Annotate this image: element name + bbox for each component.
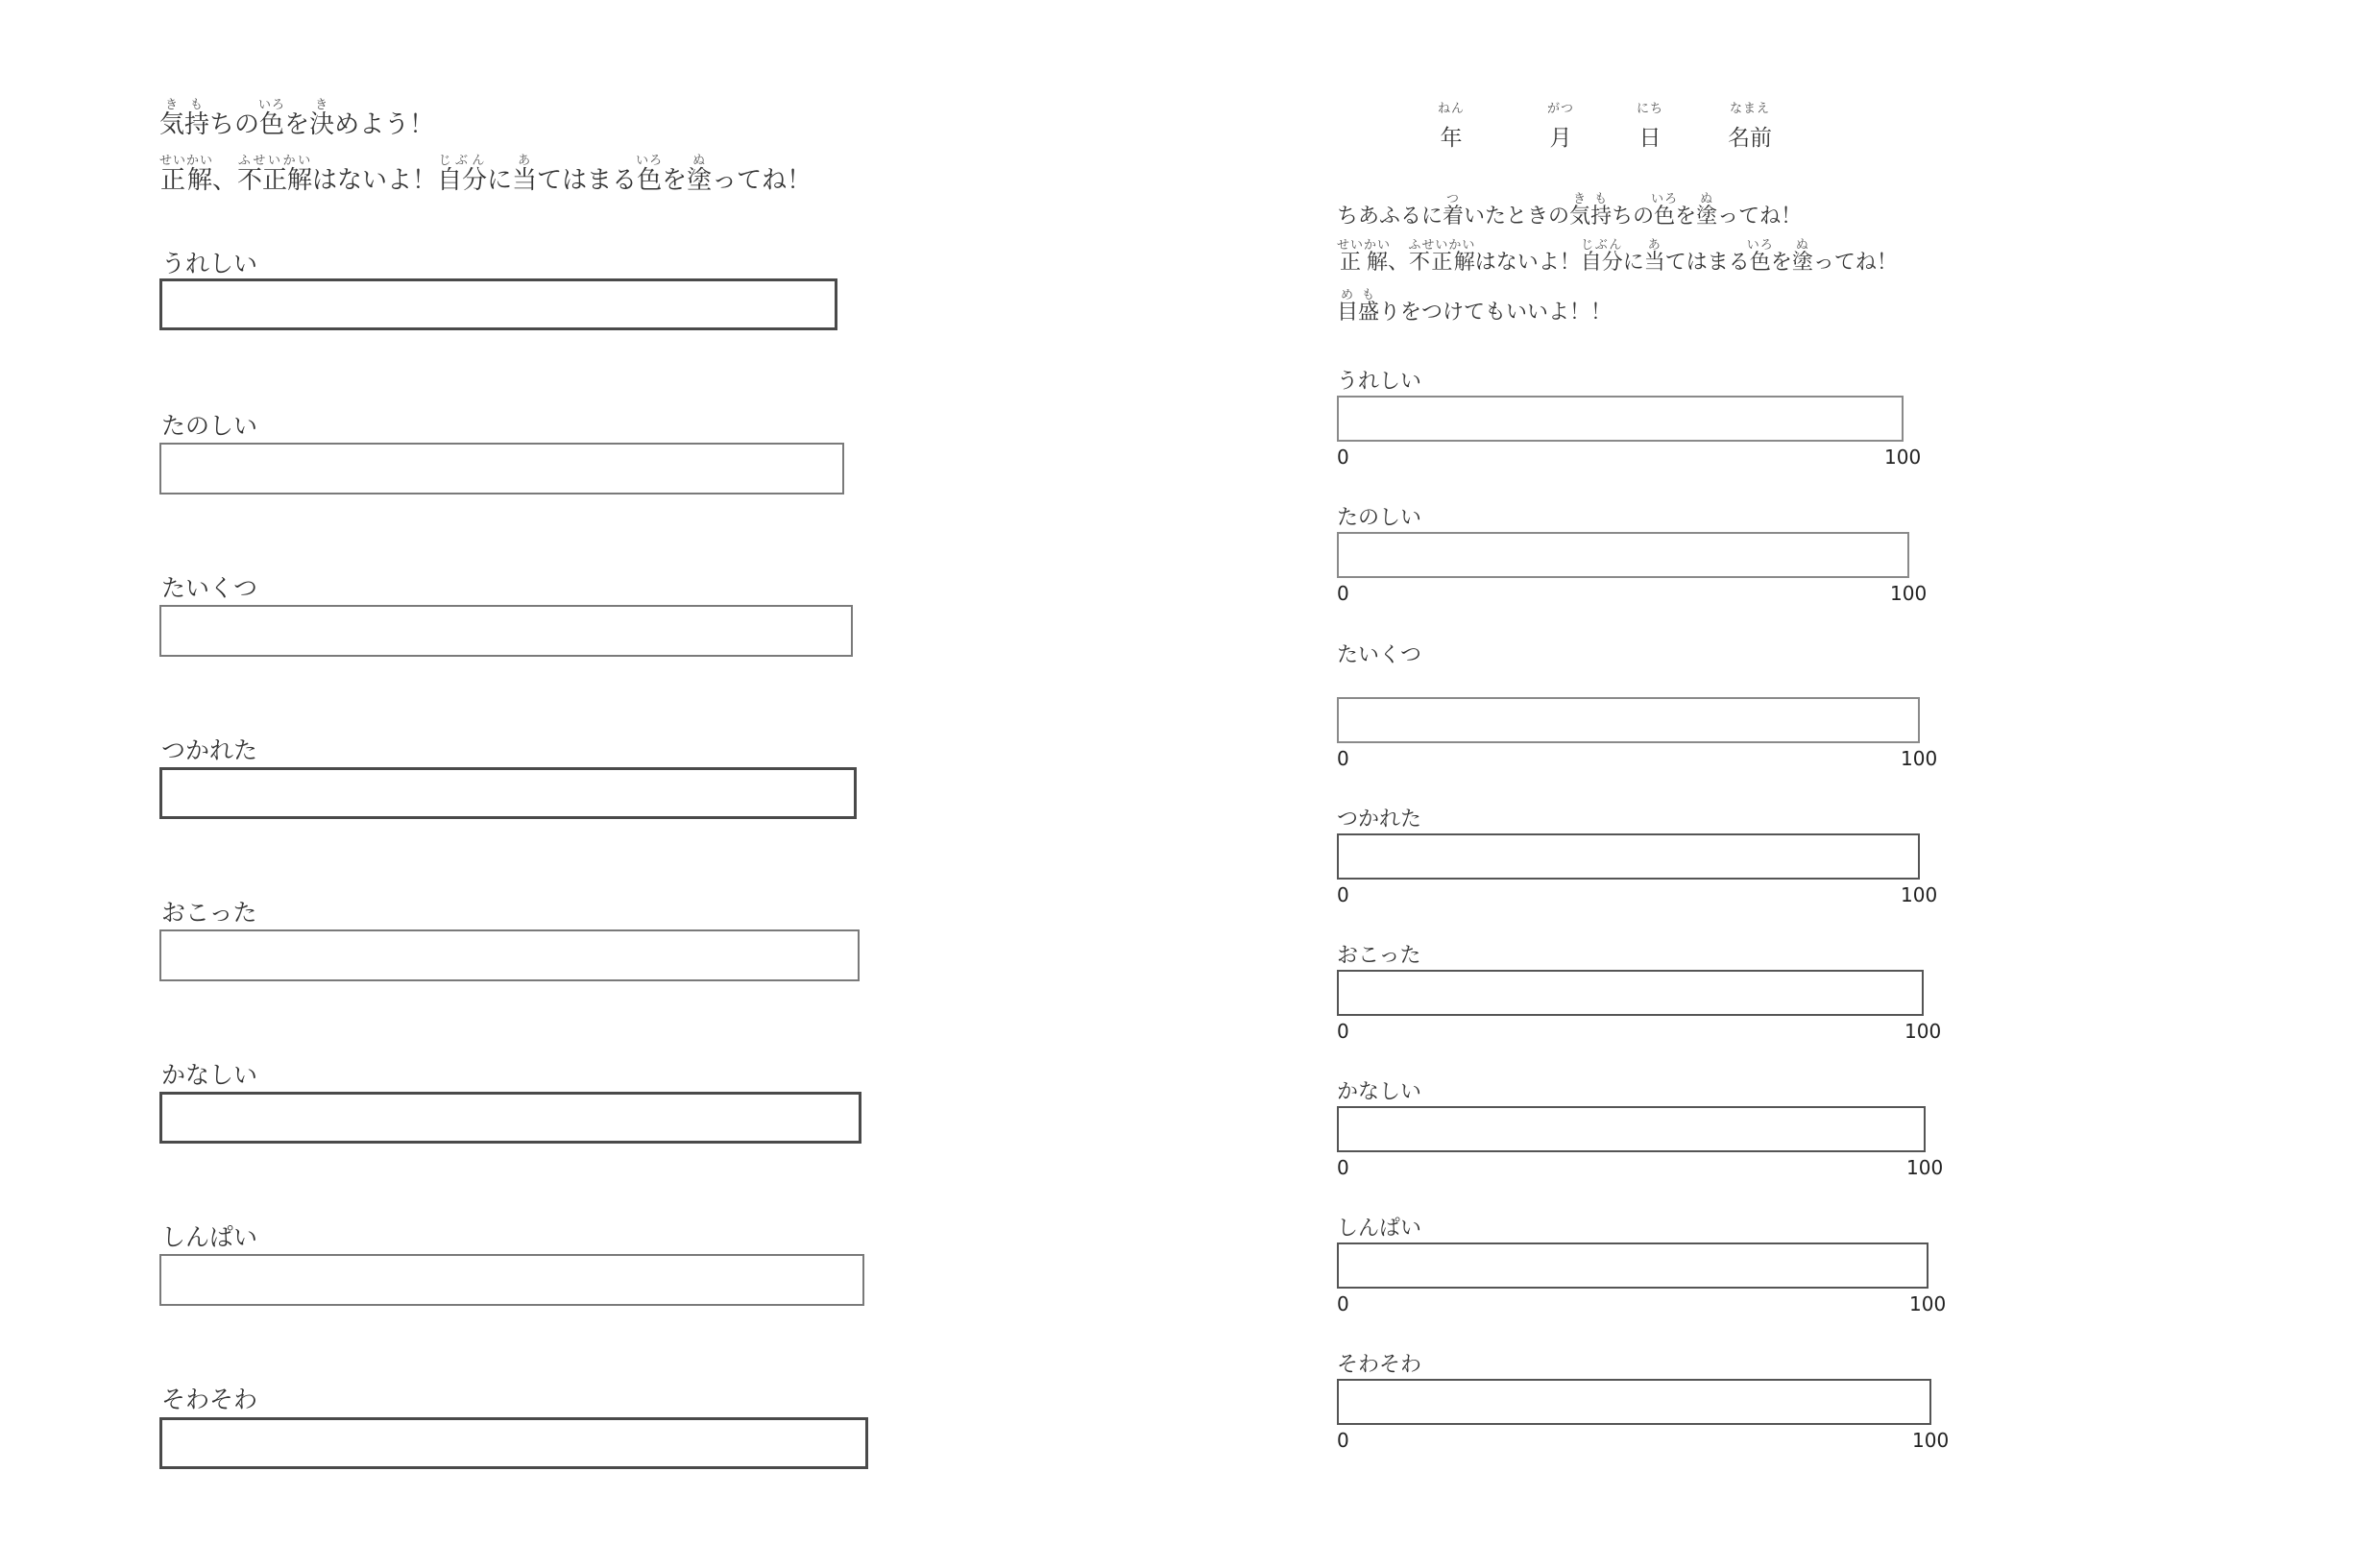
furigana-word: 持も	[184, 98, 210, 139]
scale-max-label: 100	[1912, 1429, 1950, 1452]
scale-fill-bar[interactable]	[1337, 833, 1920, 880]
furigana-word: 色いろ	[636, 154, 664, 195]
emotion-label: うれしい	[161, 250, 258, 277]
header-field-2[interactable]	[1637, 98, 1663, 152]
color-fill-box[interactable]	[159, 767, 857, 819]
furigana-word: 塗ぬ	[1696, 192, 1718, 229]
color-fill-box[interactable]	[159, 443, 844, 495]
furigana-word: 色いろ	[1746, 238, 1774, 275]
scale-max-label: 100	[1890, 582, 1928, 605]
scale-max-label: 100	[1884, 446, 1922, 469]
emotion-label: おこった	[161, 899, 257, 927]
color-fill-box[interactable]	[159, 278, 837, 330]
scale-min-label: 0	[1337, 446, 1349, 469]
furigana-word: 盛も	[1358, 288, 1380, 325]
scale-max-label: 100	[1901, 883, 1938, 906]
emotion-label: そわそわ	[1337, 1353, 1422, 1377]
furigana-word: 気き	[1569, 192, 1591, 229]
furigana-word: 当あ	[512, 154, 538, 195]
furigana-word: 気き	[159, 98, 185, 139]
scale-fill-bar[interactable]	[1337, 1379, 1931, 1425]
color-fill-box[interactable]	[159, 929, 860, 981]
header-field-1[interactable]	[1547, 98, 1574, 152]
emotion-label: かなしい	[1337, 1080, 1422, 1104]
scale-min-label: 0	[1337, 582, 1349, 605]
furigana-word: 不正解ふせいかい	[1408, 238, 1476, 275]
left-title: 気き持もちの色いろを決きめよう！	[159, 98, 435, 139]
scale-fill-bar[interactable]	[1337, 1242, 1928, 1289]
scale-max-label: 100	[1909, 1292, 1947, 1315]
furigana-word: 自分じぶん	[1580, 238, 1623, 275]
emotion-label: たいくつ	[161, 574, 258, 602]
emotion-label: つかれた	[161, 736, 258, 764]
emotion-label: しんぱい	[161, 1223, 258, 1251]
furigana-word: 色いろ	[1651, 192, 1679, 229]
left-instruction: 正解せいかい、不正解ふせいかいはないよ！自分じぶんに当あてはまる色いろを塗ぬってね！	[159, 154, 813, 195]
header-field-3[interactable]	[1728, 98, 1772, 152]
scale-min-label: 0	[1337, 1429, 1349, 1452]
scale-max-label: 100	[1906, 1156, 1944, 1179]
emotion-label: しんぱい	[1337, 1217, 1422, 1241]
emotion-label: そわそわ	[161, 1386, 258, 1413]
header-label: 年	[1440, 126, 1463, 151]
furigana-word: 正解せいかい	[1337, 238, 1392, 275]
furigana-word: 色いろ	[258, 98, 286, 139]
furigana-word: 自分じぶん	[437, 154, 488, 195]
emotion-label: おこった	[1337, 944, 1421, 968]
color-fill-box[interactable]	[159, 1417, 868, 1469]
scale-max-label: 100	[1904, 1020, 1942, 1043]
scale-min-label: 0	[1337, 1020, 1349, 1043]
furigana-word: 持も	[1590, 192, 1613, 229]
header-label: 日	[1638, 126, 1662, 151]
scale-fill-bar[interactable]	[1337, 1106, 1926, 1152]
scale-min-label: 0	[1337, 1156, 1349, 1179]
emotion-label: つかれた	[1337, 808, 1422, 832]
emotion-label: たいくつ	[1337, 643, 1422, 667]
furigana-word: 塗ぬ	[1791, 238, 1813, 275]
furigana-word: 塗ぬ	[687, 154, 713, 195]
furigana-word: 着つ	[1443, 192, 1465, 229]
header-furigana: なまえ	[1729, 102, 1770, 116]
instruction-line: 目め盛もりをつけてもいいよ！！	[1337, 288, 1613, 325]
furigana-word: 当あ	[1643, 238, 1665, 275]
instruction-line: 正解せいかい、不正解ふせいかいはないよ！自分じぶんに当あてはまる色いろを塗ぬってね！	[1337, 238, 1898, 275]
emotion-label: たのしい	[161, 412, 258, 440]
color-fill-box[interactable]	[159, 1254, 864, 1306]
scale-fill-bar[interactable]	[1337, 697, 1920, 743]
scale-min-label: 0	[1337, 747, 1349, 770]
header-label: 名前	[1728, 126, 1772, 151]
color-fill-box[interactable]	[159, 1092, 861, 1144]
scale-min-label: 0	[1337, 883, 1349, 906]
scale-max-label: 100	[1901, 747, 1938, 770]
furigana-word: 決き	[309, 98, 335, 139]
header-furigana: がつ	[1547, 102, 1575, 116]
furigana-word: 目め	[1337, 288, 1359, 325]
scale-fill-bar[interactable]	[1337, 532, 1909, 578]
header-furigana: ねん	[1438, 102, 1466, 116]
header-field-0[interactable]	[1438, 98, 1465, 152]
scale-min-label: 0	[1337, 1292, 1349, 1315]
header-furigana: にち	[1637, 102, 1664, 116]
color-fill-box[interactable]	[159, 605, 853, 657]
scale-fill-bar[interactable]	[1337, 396, 1904, 442]
emotion-label: たのしい	[1337, 506, 1422, 530]
instruction-line: ちあふるに着ついたときの気き持もちの色いろを塗ぬってね！	[1337, 192, 1803, 229]
scale-fill-bar[interactable]	[1337, 970, 1924, 1016]
emotion-label: かなしい	[161, 1061, 258, 1089]
furigana-word: 不正解ふせいかい	[237, 154, 313, 195]
emotion-label: うれしい	[1337, 370, 1422, 394]
furigana-word: 正解せいかい	[159, 154, 214, 195]
header-label: 月	[1549, 126, 1572, 151]
